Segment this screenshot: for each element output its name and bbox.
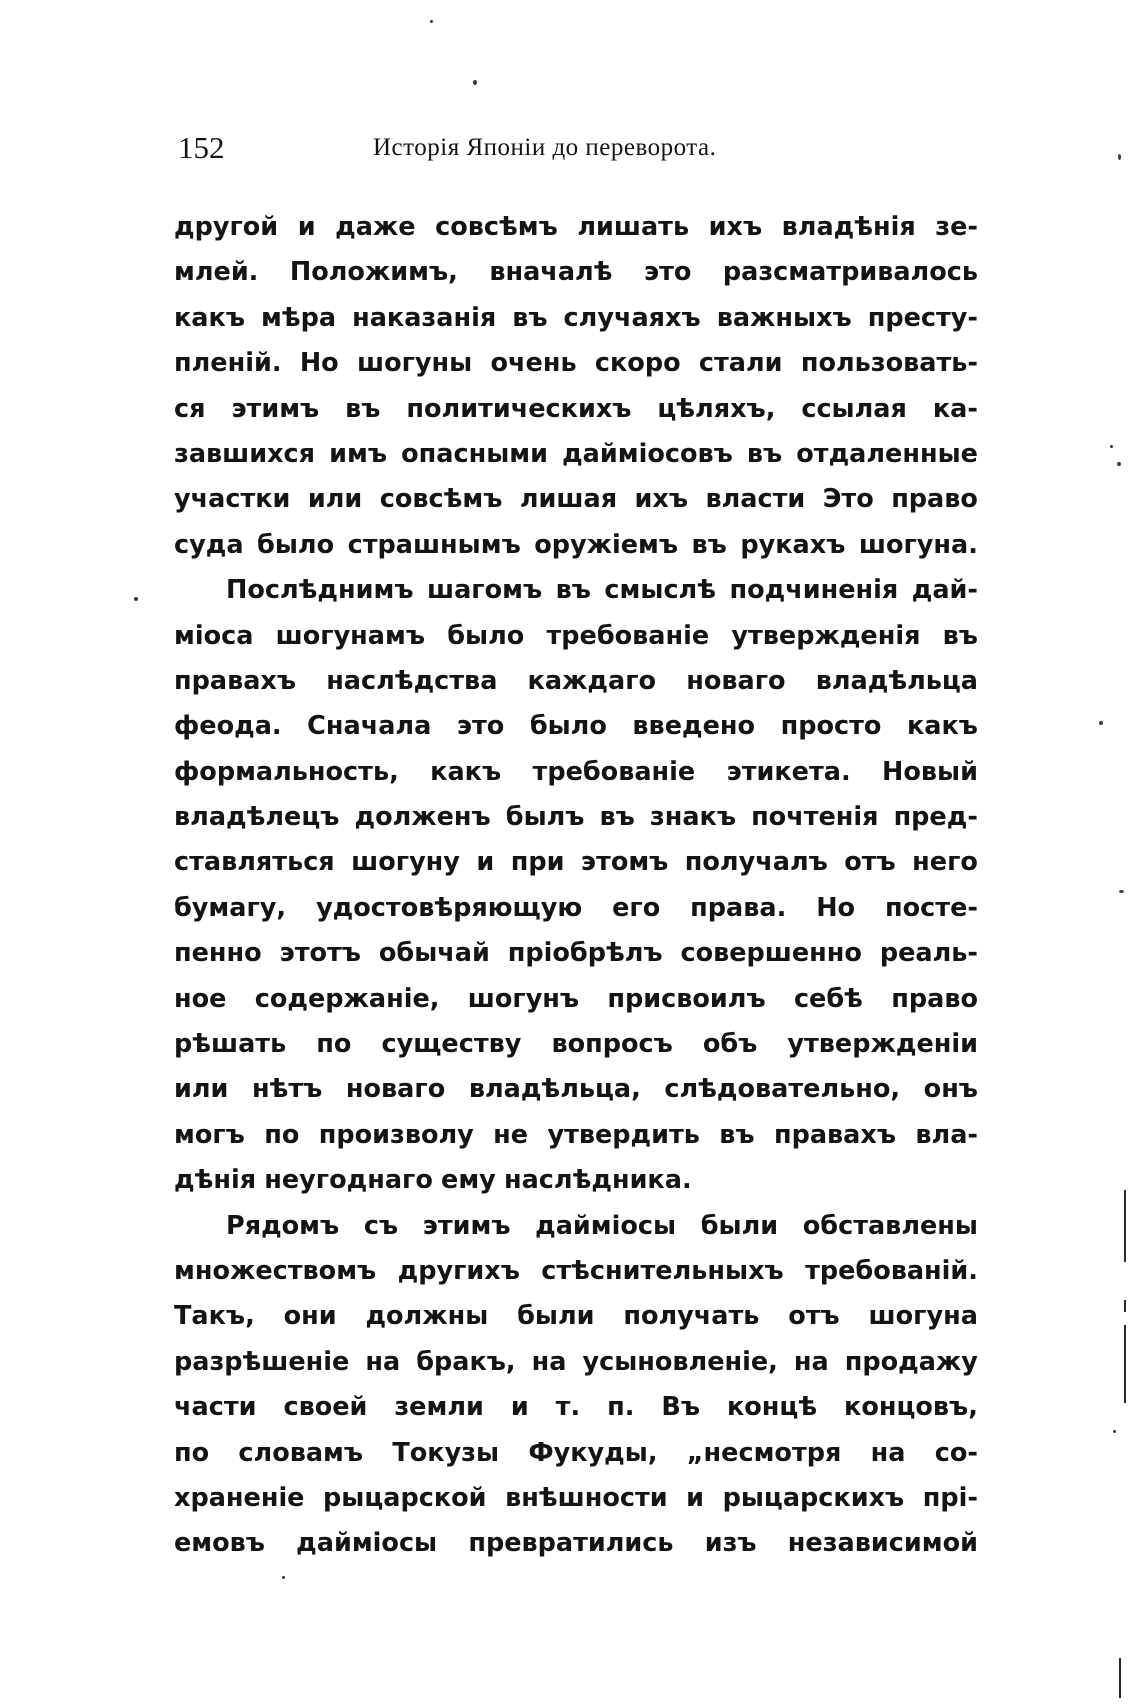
word: этимъ [422, 1210, 511, 1241]
word: не [493, 1119, 529, 1150]
word: ихъ [634, 484, 689, 515]
word: ставляться [174, 847, 335, 878]
text-line [174, 250, 978, 295]
word: каждаго [527, 665, 657, 696]
word: право [891, 983, 978, 1014]
scan-speck [282, 1576, 285, 1579]
word: зе- [935, 212, 978, 242]
word: лишать [577, 212, 690, 242]
word: земли [394, 1392, 484, 1423]
word: лишая [519, 484, 618, 515]
scan-speck [1117, 462, 1121, 466]
word: новаго [686, 665, 786, 696]
word: бумагу, [174, 892, 287, 923]
word: слѣдовательно, [664, 1074, 901, 1105]
word: новаго [345, 1074, 446, 1105]
word: престу- [867, 302, 978, 333]
word: въ [691, 529, 727, 560]
word: и [297, 212, 316, 242]
word: стѣснительныхъ [541, 1255, 784, 1286]
word: пользовать- [800, 348, 978, 379]
scan-speck [1113, 1430, 1116, 1433]
text-line [174, 1067, 978, 1112]
word: даже [335, 212, 416, 242]
word: вопросъ [551, 1029, 673, 1060]
word: отъ [788, 1301, 840, 1332]
word: ихъ [708, 212, 763, 242]
word: этимъ [231, 393, 320, 424]
word: отдаленные [796, 438, 978, 469]
text-line [174, 1521, 978, 1566]
word: Сначала [307, 711, 432, 742]
word: завшихся [174, 438, 316, 469]
text-line [174, 205, 978, 250]
word: этотъ [279, 938, 361, 969]
word: рыцарской [323, 1482, 487, 1513]
word: по [174, 1437, 210, 1468]
word: Рядомъ [226, 1210, 340, 1241]
word: владѣльца [815, 665, 978, 696]
word: въ [555, 575, 591, 606]
text-line [174, 840, 978, 885]
scan-speck [430, 20, 433, 23]
text-line [174, 1158, 978, 1203]
word: по [316, 1029, 352, 1060]
word: Фукуды, [528, 1437, 658, 1468]
word: словамъ [238, 1437, 364, 1468]
word: ему [441, 1165, 496, 1196]
word: содержаніе, [254, 983, 440, 1014]
word: вла- [915, 1119, 978, 1150]
word: бракъ, [416, 1346, 516, 1377]
text-line [174, 1385, 978, 1430]
word: долженъ [354, 802, 491, 833]
word: знакъ [649, 802, 737, 833]
word: страшнымъ [347, 529, 521, 560]
word: Въ [661, 1392, 700, 1423]
word: или [307, 484, 363, 515]
word: обставлены [802, 1210, 978, 1241]
word: на [793, 1346, 829, 1377]
word: шагомъ [427, 575, 543, 606]
word: шогунъ [467, 983, 580, 1014]
scan-edge-line [1124, 1325, 1126, 1403]
word: объ [702, 1029, 758, 1060]
text-line [174, 1476, 978, 1521]
word: право [891, 484, 978, 515]
word: себѣ [793, 983, 863, 1014]
word: или [174, 1074, 229, 1105]
word: даймiосы [535, 1210, 677, 1241]
word: пред- [893, 802, 978, 833]
word: суда [174, 529, 244, 560]
word: въ [345, 393, 381, 424]
text-line [174, 1294, 978, 1339]
text-line [174, 750, 978, 795]
text-line [174, 1249, 978, 1294]
text-line [174, 614, 978, 659]
word: въ [599, 802, 635, 833]
word: Но [299, 348, 339, 379]
word: оружіемъ [534, 529, 679, 560]
word: на [870, 1437, 906, 1468]
word: это [643, 257, 692, 288]
word: дай- [911, 575, 978, 606]
word: на [365, 1346, 401, 1377]
word: ссылая [801, 393, 907, 424]
word: независимой [787, 1528, 978, 1559]
text-line [174, 387, 978, 432]
word: шогуна [868, 1301, 978, 1332]
word: вначалѣ [489, 257, 613, 288]
word: нѣтъ [252, 1074, 323, 1105]
word: Новый [882, 756, 978, 787]
text-line [174, 432, 978, 477]
word: пленій. [174, 348, 282, 379]
scan-edge-line [1124, 1300, 1126, 1312]
scan-speck [134, 597, 138, 601]
word: ся [174, 393, 206, 424]
word: по [264, 1119, 300, 1150]
word: при [510, 847, 565, 878]
word: п. [607, 1392, 635, 1423]
word: получалъ [684, 847, 828, 878]
word: изъ [704, 1528, 757, 1559]
word: права. [690, 892, 787, 923]
word: смыслѣ [604, 575, 716, 606]
word: даймiосовъ [562, 438, 733, 469]
word: онъ [923, 1074, 978, 1105]
word: въ [942, 620, 978, 651]
word: политическихъ [406, 393, 632, 424]
word: усыновленіе, [582, 1346, 778, 1377]
word: множествомъ [174, 1255, 377, 1286]
word: очень [490, 348, 577, 379]
text-line [174, 659, 978, 704]
word: съ [363, 1210, 399, 1241]
word: требованій. [805, 1255, 978, 1286]
scan-speck [1118, 154, 1121, 160]
word: наказанія [352, 302, 497, 333]
word: прі- [922, 1482, 978, 1513]
word: были [517, 1301, 595, 1332]
text-line [174, 1431, 978, 1476]
word: было [529, 711, 607, 742]
word: разрѣшеніе [174, 1346, 350, 1377]
text-line [174, 568, 978, 613]
word: требованіе [546, 620, 710, 651]
word: реаль- [879, 938, 978, 969]
word: цѣляхъ, [657, 393, 776, 424]
word: Но [816, 892, 856, 923]
word: они [283, 1301, 337, 1332]
running-title: Исторія Японіи до переворота. [373, 134, 717, 161]
word: скоро [594, 348, 681, 379]
word: удостовѣряющую [316, 892, 583, 923]
word: правахъ [773, 1119, 897, 1150]
word: произволу [318, 1119, 474, 1150]
word: міоса [174, 620, 254, 651]
word: могъ [174, 1119, 245, 1150]
word: шогуны [356, 348, 473, 379]
scan-speck [1110, 445, 1113, 448]
text-line [174, 341, 978, 386]
word: Послѣднимъ [226, 575, 414, 606]
word: Такъ, [174, 1301, 255, 1332]
word: посте- [885, 892, 978, 923]
word: даймiосы [296, 1528, 438, 1559]
word: стали [698, 348, 783, 379]
word: своей [283, 1392, 368, 1423]
word: т. [555, 1392, 581, 1423]
word: совсѣмъ [435, 212, 558, 242]
word: дѣнія [174, 1165, 257, 1196]
word: превратились [468, 1528, 674, 1559]
word: мѣра [261, 302, 337, 333]
word: существу [381, 1029, 522, 1060]
word: опасными [401, 438, 548, 469]
word: отъ [844, 847, 896, 878]
word: были [700, 1210, 779, 1241]
word: владѣлецъ [174, 802, 340, 833]
word: ка- [932, 393, 978, 424]
scan-speck [1099, 721, 1103, 725]
word: былъ [505, 802, 585, 833]
body-text [174, 205, 978, 1567]
text-line [174, 977, 978, 1022]
word: имъ [329, 438, 388, 469]
word: рѣшать [174, 1029, 287, 1060]
word: него [912, 847, 978, 878]
scan-edge-line [1124, 1190, 1126, 1262]
text-line [174, 477, 978, 522]
word: и [686, 1482, 705, 1513]
word: почтенія [751, 802, 879, 833]
word: Токузы [392, 1437, 500, 1468]
word: обычай [378, 938, 490, 969]
page-header [178, 130, 978, 180]
word: ное [174, 983, 227, 1014]
word: емовъ [174, 1528, 265, 1559]
word: другой [174, 212, 279, 242]
word: формальность, [174, 756, 399, 787]
text-line [174, 1113, 978, 1158]
word: власти [705, 484, 806, 515]
word: владѣнія [781, 212, 916, 242]
word: на [531, 1346, 567, 1377]
word: было [257, 529, 335, 560]
word: какъ [430, 756, 502, 787]
word: присвоилъ [607, 983, 766, 1014]
word: въ [746, 438, 783, 469]
word: внѣшности [505, 1482, 668, 1513]
word: храненіе [174, 1482, 305, 1513]
text-line [174, 704, 978, 749]
word: въ [719, 1119, 755, 1150]
word: какъ [906, 711, 978, 742]
word: совершенно [680, 938, 862, 969]
word: утвержденіи [787, 1029, 978, 1060]
scan-speck [1119, 890, 1124, 893]
page-number: 152 [178, 130, 225, 165]
word: участки [174, 484, 291, 515]
word: подчиненія [729, 575, 899, 606]
word: должны [365, 1301, 489, 1332]
word: „несмотря [686, 1437, 842, 1468]
text-line [174, 1204, 978, 1249]
word: рыцарскихъ [722, 1482, 905, 1513]
scan-edge-line [1119, 1658, 1121, 1698]
word: въ [512, 302, 548, 333]
word: это [456, 711, 505, 742]
word: этомъ [580, 847, 669, 878]
text-line [174, 296, 978, 341]
word: неугоднаго [264, 1165, 433, 1196]
text-line [174, 886, 978, 931]
word: феода. [174, 711, 282, 742]
word: этикета. [726, 756, 851, 787]
word: концѣ [726, 1392, 818, 1423]
text-line [174, 931, 978, 976]
word: со- [934, 1437, 978, 1468]
word: Положимъ, [289, 257, 458, 288]
word: Это [822, 484, 874, 515]
word: рукахъ [740, 529, 846, 560]
word: владѣльца, [468, 1074, 641, 1105]
word: и [476, 847, 495, 878]
word: важныхъ [716, 302, 852, 333]
text-line [174, 795, 978, 840]
word: шогуна. [858, 529, 978, 560]
word: утвердить [547, 1119, 700, 1150]
word: получать [623, 1301, 760, 1332]
word: шогуну [351, 847, 460, 878]
word: шогунамъ [275, 620, 426, 651]
text-line [174, 1022, 978, 1067]
word: наслѣдства [326, 665, 498, 696]
word: наслѣдника. [503, 1165, 692, 1196]
word: другихъ [397, 1255, 520, 1286]
word: введено [632, 711, 756, 742]
word: какъ [174, 302, 245, 333]
word: просто [780, 711, 882, 742]
word: млей. [174, 257, 259, 288]
word: совсѣмъ [379, 484, 503, 515]
word: разсматривалось [722, 257, 978, 288]
word: требованіе [532, 756, 696, 787]
word: было [447, 620, 525, 651]
word: части [174, 1392, 257, 1423]
word: его [612, 892, 661, 923]
word: и [510, 1392, 529, 1423]
word: продажу [844, 1346, 978, 1377]
text-line [174, 1340, 978, 1385]
word: правахъ [174, 665, 297, 696]
text-line [174, 523, 978, 568]
word: пріобрѣлъ [507, 938, 663, 969]
word: случаяхъ [563, 302, 701, 333]
word: утвержденія [731, 620, 921, 651]
scan-speck [473, 80, 477, 85]
word: концовъ, [844, 1392, 978, 1423]
word: пенно [174, 938, 262, 969]
